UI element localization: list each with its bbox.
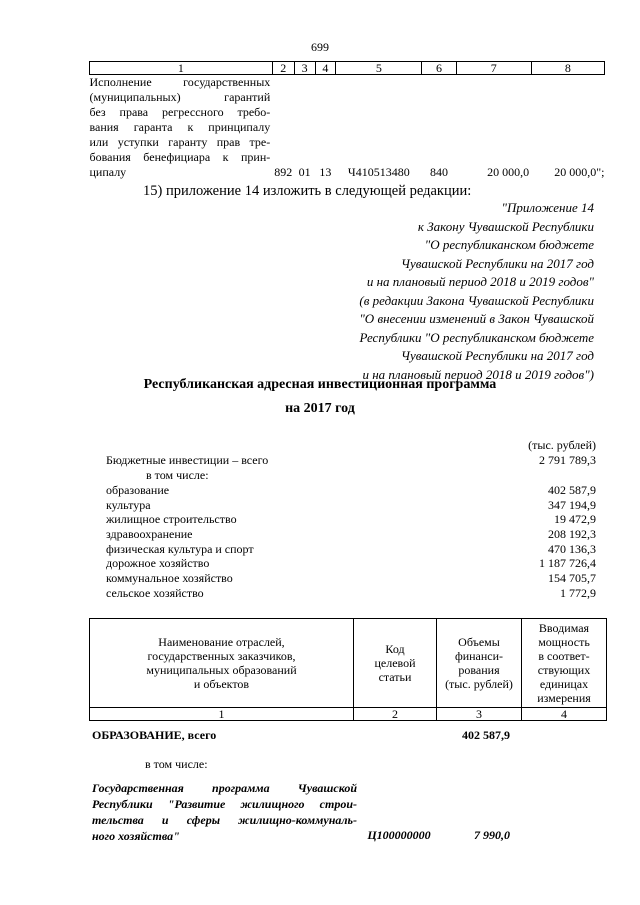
item-value: 1 187 726,4 bbox=[539, 556, 596, 570]
annex-line: "О республиканском бюджете bbox=[424, 237, 594, 252]
header-line: Код bbox=[385, 642, 405, 656]
row-cell-8: 20 000,0"; bbox=[554, 165, 605, 179]
program-value: 7 990,0 bbox=[474, 828, 510, 842]
program-table-number-row bbox=[90, 708, 607, 721]
header-line: финанси- bbox=[454, 649, 504, 663]
item-value: 154 705,7 bbox=[548, 571, 596, 585]
item-value: 347 194,9 bbox=[548, 498, 596, 512]
program-line: Республики "Развитие жилищного строи- bbox=[92, 797, 357, 811]
investments-total-row bbox=[106, 453, 596, 468]
col-number: 4 bbox=[522, 708, 607, 721]
header-cell-7: 7 bbox=[456, 62, 531, 75]
header-line: Объемы bbox=[458, 635, 500, 649]
item-label: дорожное хозяйство bbox=[106, 556, 210, 570]
row-desc-line: вания гаранта к принципалу bbox=[89, 120, 271, 134]
list-item bbox=[106, 498, 596, 513]
program-code: Ц100000000 bbox=[367, 828, 431, 842]
row-description bbox=[90, 75, 273, 181]
annex-line: (в редакции Закона Чувашской Республики bbox=[359, 292, 594, 308]
header-line: измерения bbox=[537, 691, 591, 705]
including-label: в том числе: bbox=[146, 468, 209, 482]
header-cell-5: 5 bbox=[336, 62, 422, 75]
header-line: и объектов bbox=[193, 677, 250, 691]
row-cell-7: 20 000,0 bbox=[487, 165, 530, 179]
item-value: 208 192,3 bbox=[548, 527, 596, 541]
education-total-value: 402 587,9 bbox=[462, 728, 510, 742]
header-line: ствующих bbox=[537, 663, 591, 677]
table-row bbox=[90, 75, 605, 181]
annex-line: "Приложение 14 bbox=[501, 200, 594, 215]
annex-line: и на плановый период 2018 и 2019 годов") bbox=[362, 366, 594, 382]
header-line: в соответ- bbox=[538, 649, 590, 663]
list-item bbox=[106, 586, 596, 601]
list-item bbox=[106, 512, 596, 527]
item-label: физическая культура и спорт bbox=[106, 542, 254, 556]
row-desc-line: бования бенефициара к прин- bbox=[89, 150, 271, 164]
education-total-label: ОБРАЗОВАНИЕ, всего bbox=[92, 728, 217, 742]
annex-header bbox=[300, 199, 594, 384]
list-item bbox=[106, 527, 596, 542]
header-line: (тыс. рублей) bbox=[445, 677, 513, 691]
annex-line: Чувашской Республики на 2017 год bbox=[401, 348, 594, 363]
annex-line: и на плановый период 2018 и 2019 годов" bbox=[366, 274, 594, 289]
col-header-name bbox=[90, 619, 354, 708]
header-cell-2: 2 bbox=[272, 62, 294, 75]
investments-total-label: Бюджетные инвестиции – всего bbox=[106, 453, 269, 467]
header-line: Наименование отраслей, bbox=[158, 635, 285, 649]
header-line: рования bbox=[458, 663, 500, 677]
program-line: ного хозяйства" bbox=[92, 829, 180, 843]
item-label: коммунальное хозяйство bbox=[106, 571, 233, 585]
item-value: 1 772,9 bbox=[560, 586, 596, 600]
list-item bbox=[106, 571, 596, 586]
units-label: (тыс. рублей) bbox=[528, 438, 596, 452]
including-label-2: в том числе: bbox=[145, 757, 208, 771]
header-line: муниципальных образований bbox=[146, 663, 297, 677]
header-line: мощность bbox=[538, 635, 590, 649]
header-line: целевой bbox=[374, 656, 416, 670]
col-header-code bbox=[354, 619, 437, 708]
top-table-header-row bbox=[90, 62, 605, 75]
row-cell-5: Ч410513480 bbox=[347, 165, 410, 179]
header-line: государственных заказчиков, bbox=[147, 649, 296, 663]
header-cell-1: 1 bbox=[90, 62, 273, 75]
item-value: 402 587,9 bbox=[548, 483, 596, 497]
program-line: тельства и сферы жилищно-коммуналь- bbox=[92, 813, 357, 827]
col-header-capacity bbox=[522, 619, 607, 708]
edit-instruction: 15) приложение 14 изложить в следующей редакции: bbox=[143, 183, 472, 199]
annex-line: Чувашской Республики на 2017 год bbox=[401, 255, 594, 271]
header-cell-3: 3 bbox=[294, 62, 315, 75]
item-label: культура bbox=[106, 498, 151, 512]
item-label: сельское хозяйство bbox=[106, 586, 204, 600]
row-desc-line: Исполнение государственных bbox=[89, 75, 271, 89]
col-number: 3 bbox=[437, 708, 522, 721]
col-number: 1 bbox=[90, 708, 354, 721]
list-item bbox=[106, 483, 596, 498]
row-cell-2: 892 bbox=[274, 165, 293, 179]
row-desc-line: (муниципальных) гарантий bbox=[89, 90, 271, 104]
item-label: образование bbox=[106, 483, 170, 497]
header-cell-6: 6 bbox=[422, 62, 456, 75]
header-line: единицах bbox=[539, 677, 589, 691]
page-title: Республиканская адресная инвестиционная программа bbox=[143, 377, 497, 392]
item-value: 19 472,9 bbox=[554, 512, 596, 526]
item-label: здравоохранение bbox=[106, 527, 193, 541]
row-cell-4: 13 bbox=[319, 165, 332, 179]
page-number: 699 bbox=[311, 40, 329, 54]
row-desc-line: или уступки гаранту прав тре- bbox=[89, 135, 271, 149]
list-item bbox=[106, 556, 596, 571]
program-name bbox=[92, 780, 357, 844]
annex-line: Республики "О республиканском бюджете bbox=[359, 329, 594, 345]
row-cell-6: 840 bbox=[430, 165, 449, 179]
program-table bbox=[89, 618, 607, 721]
row-desc-line: без права регрессного требо- bbox=[89, 105, 271, 119]
header-line: статьи bbox=[378, 670, 412, 684]
list-item bbox=[106, 542, 596, 557]
page-subtitle: на 2017 год bbox=[285, 401, 355, 416]
header-cell-4: 4 bbox=[315, 62, 336, 75]
annex-line: к Закону Чувашской Республики bbox=[417, 218, 594, 234]
program-line: Государственная программа Чувашской bbox=[92, 781, 357, 795]
investments-including bbox=[146, 468, 596, 483]
investments-total-value: 2 791 789,3 bbox=[539, 453, 596, 467]
item-label: жилищное строительство bbox=[106, 512, 237, 526]
header-line: Вводимая bbox=[538, 621, 590, 635]
top-table bbox=[89, 61, 605, 180]
annex-line: "О внесении изменений в Закон Чувашской bbox=[359, 311, 594, 326]
item-value: 470 136,3 bbox=[548, 542, 596, 556]
col-number: 2 bbox=[354, 708, 437, 721]
row-cell-3: 01 bbox=[298, 165, 311, 179]
row-desc-line: ципалу bbox=[89, 165, 127, 179]
header-cell-8: 8 bbox=[531, 62, 604, 75]
col-header-volume bbox=[437, 619, 522, 708]
program-table-header-row bbox=[90, 619, 607, 708]
